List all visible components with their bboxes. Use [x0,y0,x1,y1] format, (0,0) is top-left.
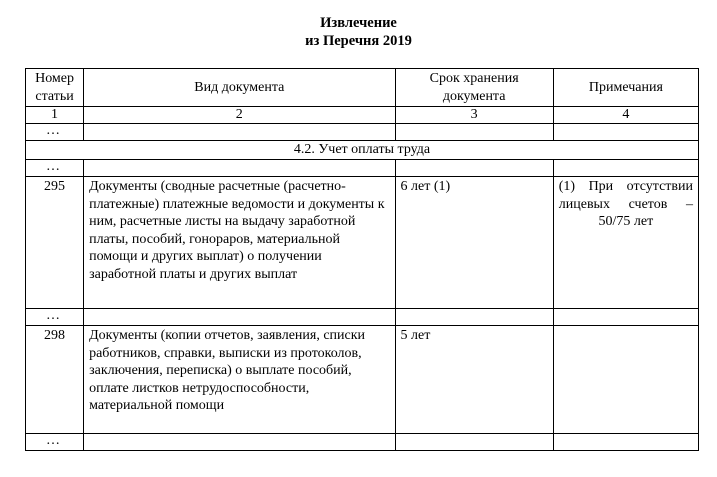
empty-cell [553,309,698,326]
document-title [0,14,717,50]
ellipsis-cell: … [26,309,84,326]
empty-cell [395,434,553,451]
section-title: 4.2. Учет оплаты труда [26,141,699,160]
empty-cell [553,124,698,141]
header-retention-term: Срок хранения документа [395,69,553,107]
empty-cell [84,434,395,451]
title-line-2: из Перечня 2019 [305,33,412,49]
column-number: 1 [26,107,84,124]
empty-cell [395,160,553,177]
ellipsis-cell: … [26,434,84,451]
ellipsis-row [26,309,699,326]
empty-cell [395,124,553,141]
empty-cell [84,309,395,326]
note-line: (1) При отсутствии [558,179,693,194]
retention-table [25,68,699,451]
empty-cell [84,160,395,177]
document-type: Документы (копии отчетов, заявления, списки работников, справки, выписки из протоколов, заключения, переписка) о выплате пособий, оплате листков нетрудоспособности, материальной помощи [84,326,395,434]
note [553,326,698,434]
article-number: 295 [26,177,84,309]
column-number-row [26,107,699,124]
note-line: лицевых счетов – [558,196,693,212]
ellipsis-cell: … [26,124,84,141]
column-number: 3 [395,107,553,124]
table-row [26,177,699,309]
ellipsis-cell: … [26,160,84,177]
document-type: Документы (сводные расчетные (расчетно-платежные) платежные ведомости и документы к ним, расчетные листы на выдачу заработной платы, пособий, гонораров, материальной помощи и других выплат) о получении заработной платы и других выплат [84,177,395,309]
header-notes: Примечания [553,69,698,107]
table-row [26,326,699,434]
ellipsis-row [26,434,699,451]
ellipsis-row [26,160,699,177]
header-document-type: Вид документа [84,69,395,107]
column-number: 2 [84,107,395,124]
ellipsis-row [26,124,699,141]
column-number: 4 [553,107,698,124]
header-article-number: Номер статьи [26,69,84,107]
empty-cell [553,160,698,177]
note [553,177,698,309]
table-header-row [26,69,699,107]
empty-cell [84,124,395,141]
section-row [26,141,699,160]
empty-cell [395,309,553,326]
note-line: 50/75 лет [598,214,654,229]
retention-term: 6 лет (1) [395,177,553,309]
empty-cell [553,434,698,451]
retention-term: 5 лет [395,326,553,434]
title-line-1: Извлечение [320,15,397,31]
article-number: 298 [26,326,84,434]
